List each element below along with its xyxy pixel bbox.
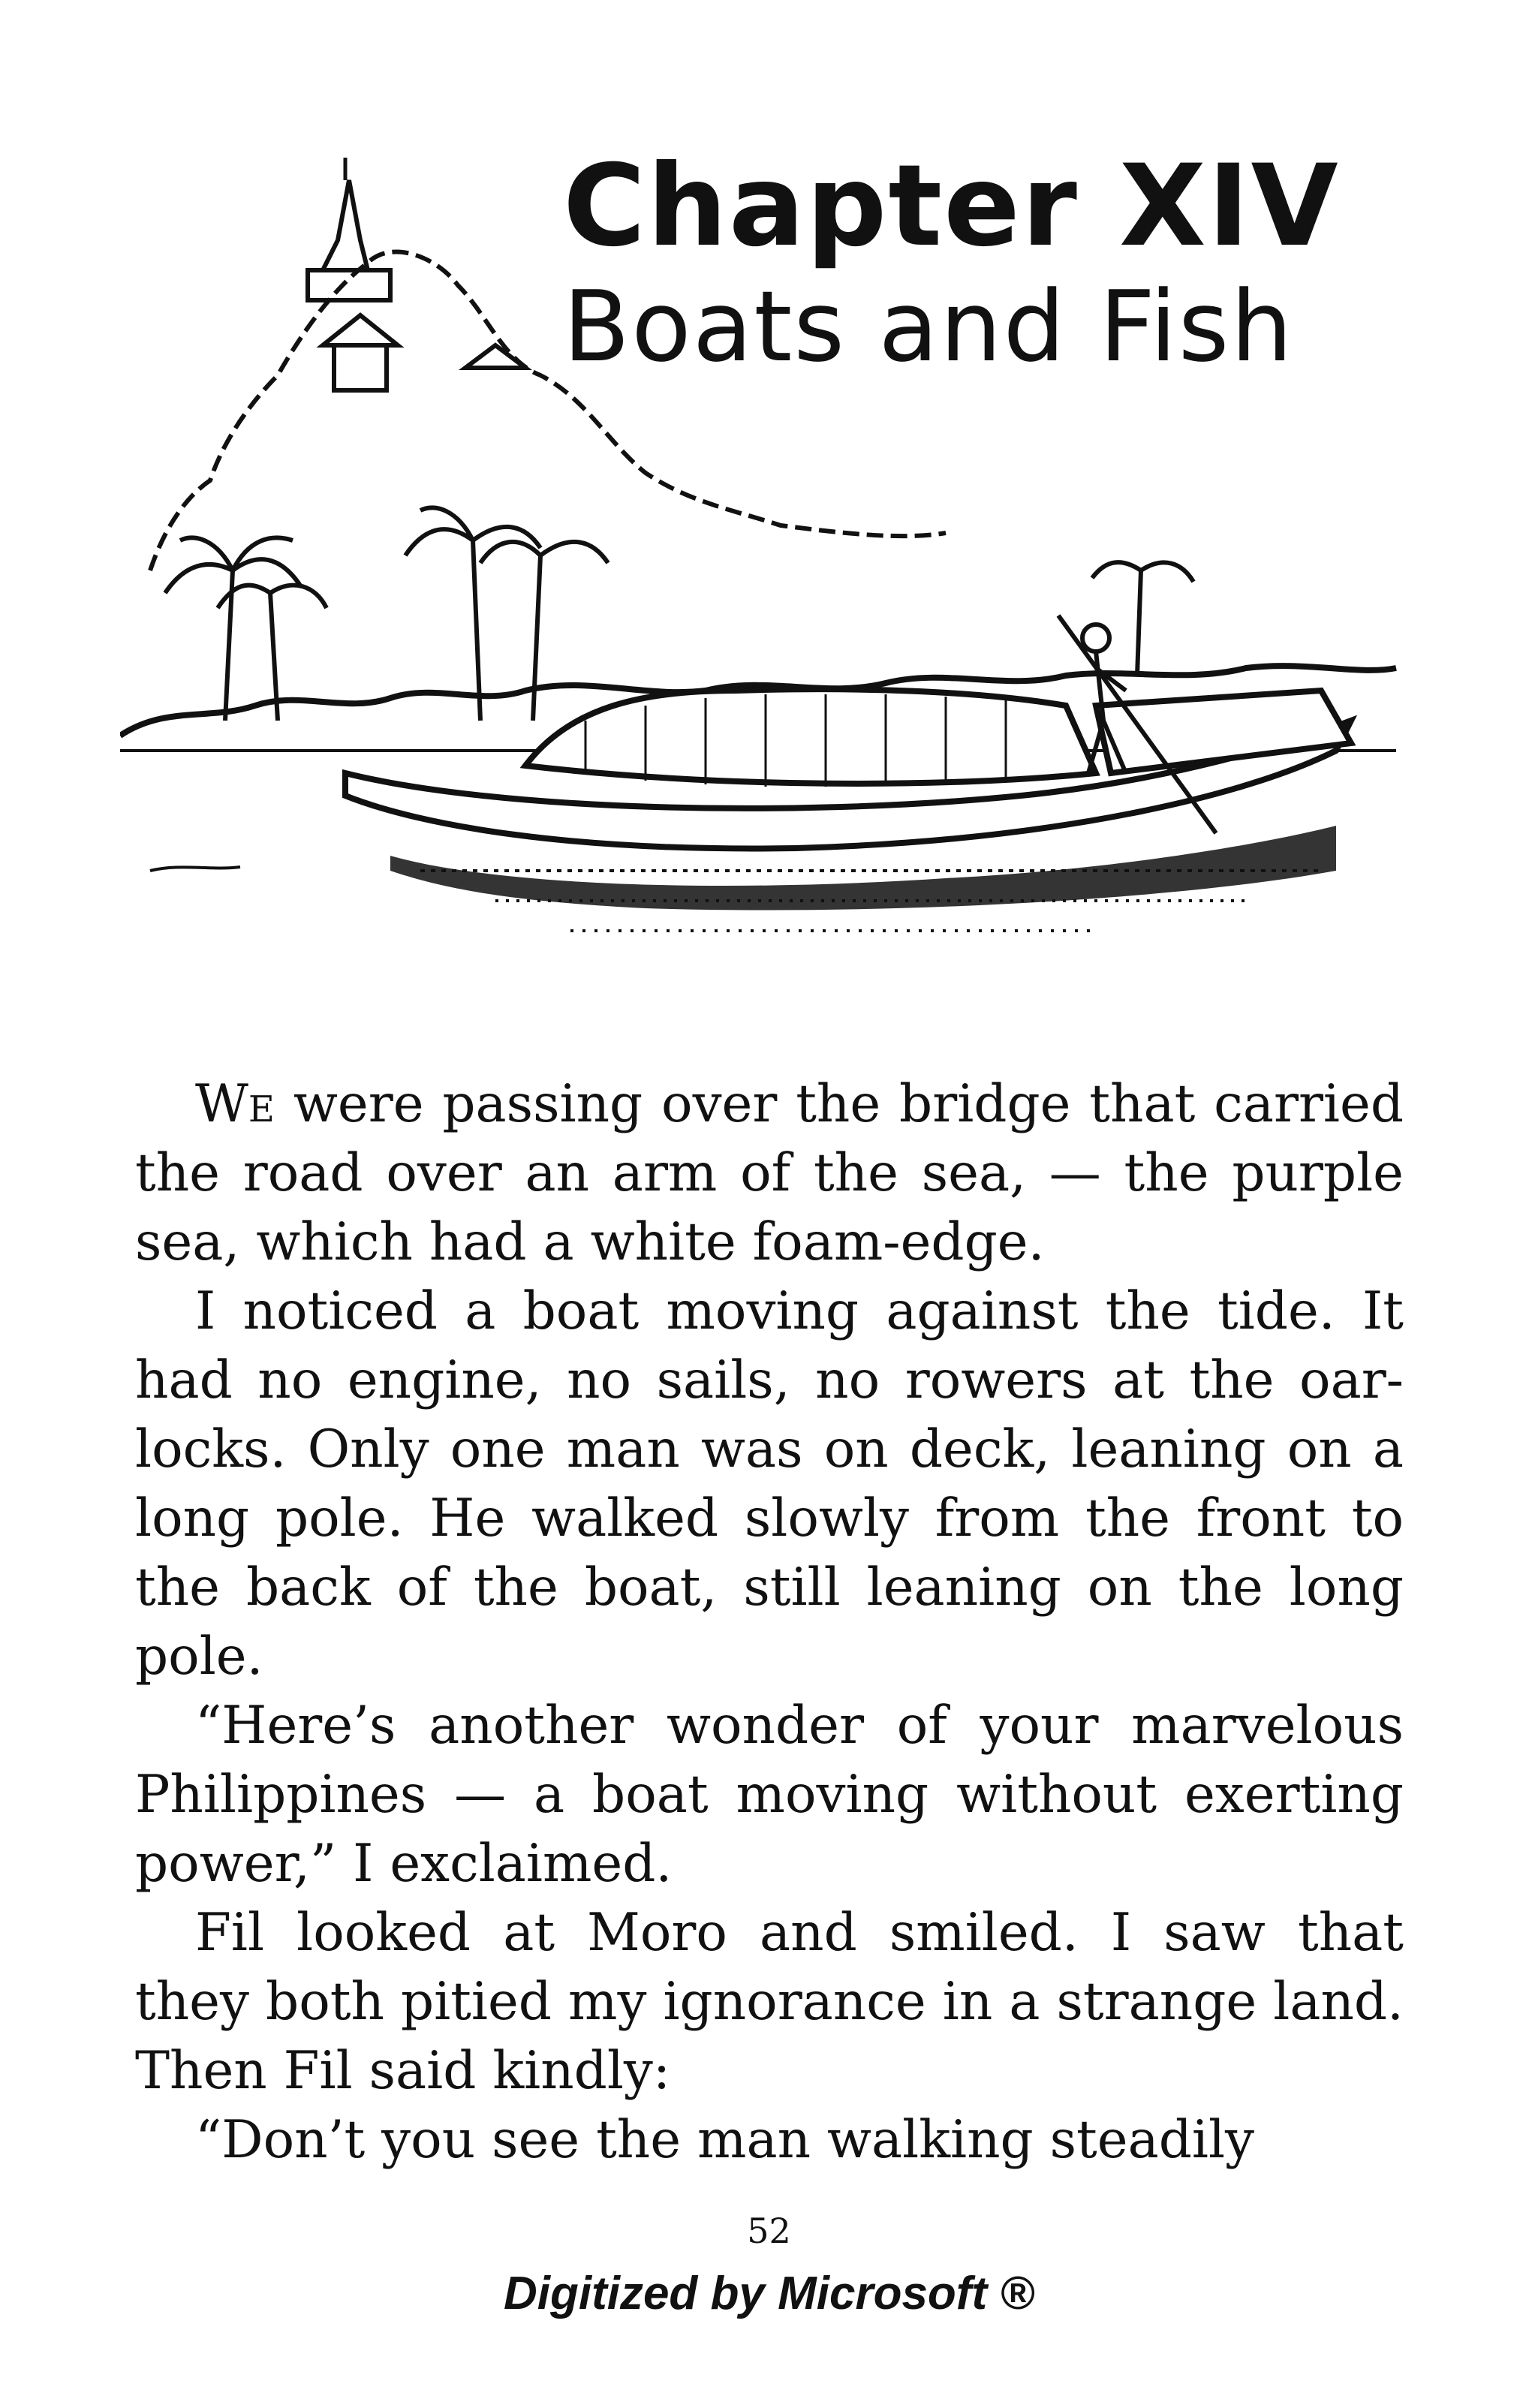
body-text [135, 1070, 1404, 2175]
chapter-subtitle: Boats and Fish [563, 269, 1294, 384]
paragraph-5: “Don’t you see the man walking steadily [195, 2110, 1255, 2170]
paragraph-1 [135, 1070, 1404, 1277]
digitized-notice: Digitized by Microsoft ® [503, 2268, 1035, 2319]
lead-word: We [195, 1074, 275, 1134]
chapter-title: Chapter XIV [563, 141, 1340, 272]
page-number: 52 [747, 2211, 791, 2251]
paragraph-1-text: were passing over the bridge that carried the road over an arm of the sea, — the purple sea, which had a white foam-edge. [135, 1074, 1404, 1272]
chapter-heading [540, 141, 1411, 540]
paragraph-2: I noticed a boat moving against the tide. It had no engine, no sails, no rowers at the oar-locks. Only one man was on deck, leaning on a long pole. He walked slowly from the front to the back of the boat, still leaning on the long pole. [135, 1281, 1404, 1687]
paragraph-3: “Here’s another wonder of your marvelous Philippines — a boat moving without exerting power,” I exclaimed. [135, 1696, 1404, 1894]
paragraph-4: Fil looked at Moro and smiled. I saw that they both pitied my ignorance in a strange land. Then Fil said kindly: [135, 1903, 1404, 2101]
